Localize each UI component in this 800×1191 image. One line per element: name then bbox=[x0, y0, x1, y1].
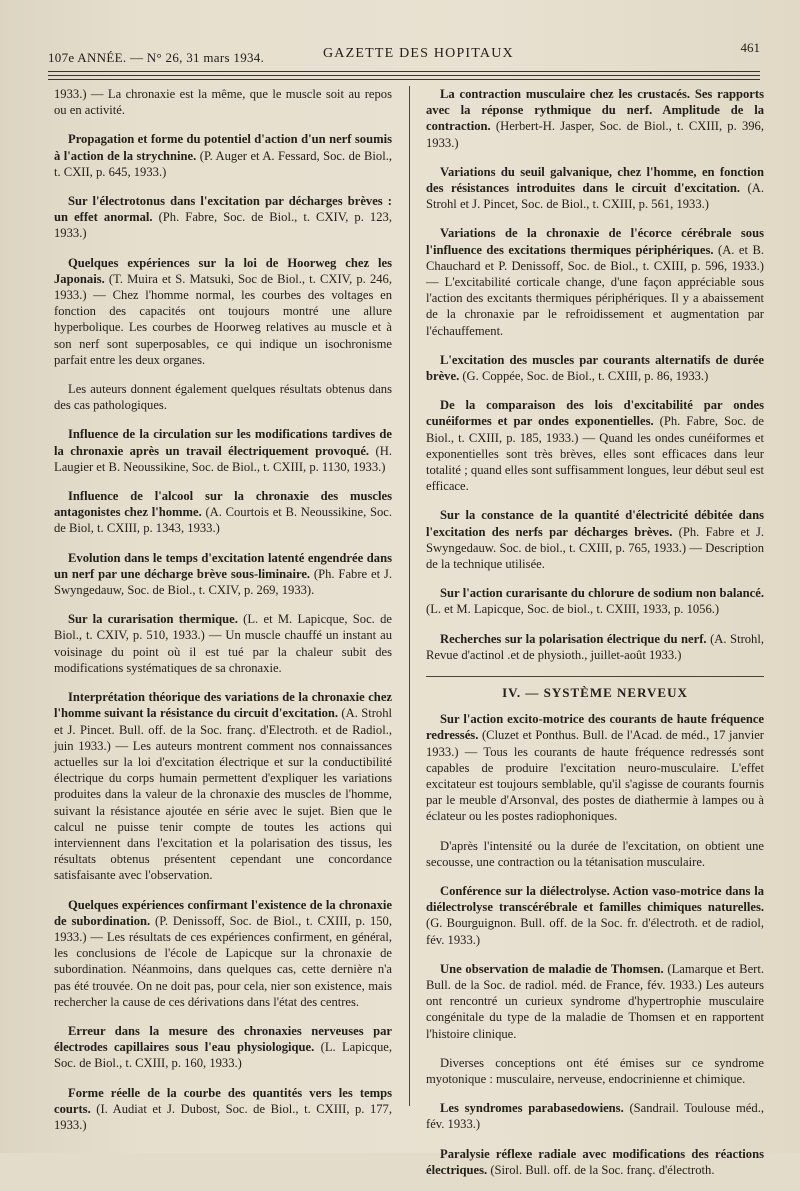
entry-text: (Herbert-H. Jasper, Soc. de Biol., t. CXIII, p. 396, 1933.) bbox=[426, 119, 764, 150]
bibliography-entry bbox=[426, 838, 764, 870]
entry-text: 1933.) — La chronaxie est la même, que le muscle soit au repos ou en activité. bbox=[54, 87, 392, 118]
bibliography-entry bbox=[426, 961, 764, 1042]
entry-title: Quelques expériences confirmant l'existence de la chronaxie de subordination. bbox=[54, 897, 392, 928]
right-column bbox=[426, 86, 764, 1191]
entry-text: (P. Auger et A. Fessard, Soc. de Biol., t. CXII, p. 645, 1933.) bbox=[54, 148, 393, 179]
entry-title: Sur la curarisation thermique. bbox=[68, 612, 238, 627]
entry-text: (L. Lapicque, Soc. de Biol., t. CXIII, p. 160, 1933.) bbox=[54, 1040, 392, 1071]
column-divider bbox=[409, 86, 410, 1106]
entry-title: Interprétation théorique des variations de la chronaxie chez l'homme suivant la résistance du circuit d'excitation. bbox=[54, 690, 392, 721]
entry-text: (Cluzet et Ponthus. Bull. de l'Acad. de méd., 17 janvier 1933.) — Tous les courants de haute fréquence redressés sont capables de produire l'excitation neuro-musculaire. L'effet excitateur est toujours semblable, qu'il s'agisse de courants fournis par le meuble d'Arsonval, des postes de diathermie à lampes ou à éclateur ou les postes radiophoniques. bbox=[426, 728, 764, 824]
entry-text: (A. et B. Chauchard et P. Denissoff, Soc. de Biol., t. CXIII, p. 596, 1933.) — L'excitabilité corticale change, d'une façon appréciable sous l'action des excitants thermiques périphériques. Il y a abaissement de la chronaxie par le refroidissement et augmentation par l'échauffement. bbox=[426, 242, 764, 338]
entry-text: (A. Courtois et B. Neoussikine, Soc. de Biol, t. CXIII, p. 1343, 1933.) bbox=[54, 505, 392, 536]
header-rule bbox=[48, 79, 760, 80]
entry-title: Erreur dans la mesure des chronaxies nerveuses par électrodes capillaires sous l'eau physiologique. bbox=[54, 1023, 392, 1055]
entry-title: Evolution dans le temps d'excitation latenté engendrée dans un nerf par une décharge brève sous-liminaire. bbox=[54, 550, 392, 581]
entry-title: La contraction musculaire chez les crustacés. Ses rapports avec la réponse rythmique du nerf. Amplitude de la contraction. bbox=[426, 87, 764, 134]
bibliography-entry bbox=[54, 1023, 392, 1072]
bibliography-entry bbox=[54, 381, 392, 413]
entry-title: Variations de la chronaxie de l'écorce cérébrale sous l'influence des excitations thermiques périphériques. bbox=[426, 226, 764, 257]
bibliography-entry bbox=[426, 585, 764, 617]
bibliography-entry bbox=[54, 255, 392, 368]
bibliography-entry bbox=[54, 897, 392, 1010]
left-column bbox=[54, 86, 392, 1146]
page-header bbox=[48, 40, 760, 70]
entry-title: Sur l'électrotonus dans l'excitation par décharges brèves : un effet anormal. bbox=[54, 194, 392, 225]
entry-text: (Sandrail. Toulouse méd., fév. 1933.) bbox=[426, 1101, 764, 1132]
entry-title: Propagation et forme du potentiel d'action d'un nerf soumis à l'action de la strychnine. bbox=[54, 132, 392, 163]
entry-text: Diverses conceptions ont été émises sur ce syndrome myotonique : musculaire, nerveuse, endocrinienne et chimique. bbox=[426, 1055, 764, 1086]
bibliography-entry bbox=[54, 488, 392, 537]
entry-text: (Ph. Fabre, Soc. de Biol., t. CXIII, p. 185, 1933.) — Quand les ondes cunéiformes et exponentielles sont très brèves, elles sont efficaces dans leur totalité ; quand elles sont suffisamment longues, leur début seul est efficace. bbox=[426, 414, 764, 494]
entry-title: Paralysie réflexe radiale avec modifications des réactions électriques. bbox=[426, 1146, 764, 1177]
section-title: IV. — SYSTÈME NERVEUX bbox=[426, 676, 764, 701]
issue-info: 107e ANNÉE. — N° 26, 31 mars 1934. bbox=[48, 50, 265, 65]
entry-text: (G. Bourguignon. Bull. off. de la Soc. fr. d'électroth. et de radiol, fév. 1933.) bbox=[426, 916, 764, 947]
entry-text: D'après l'intensité ou la durée de l'excitation, on obtient une secousse, une contraction ou la tétanisation musculaire. bbox=[426, 838, 764, 869]
entry-text: (A. Strohl et J. Pincet, Soc. de Biol., t. CXIII, p. 561, 1933.) bbox=[426, 181, 764, 212]
entry-text: (G. Coppée, Soc. de Biol., t. CXIII, p. 86, 1933.) bbox=[459, 369, 709, 384]
entry-text: (Ph. Fabre et J. Swyngedauw. Soc. de biol., t. CXIII, p. 765, 1933.) — Description de la technique utilisée. bbox=[426, 524, 764, 572]
bibliography-entry bbox=[426, 883, 764, 948]
entry-text: (H. Laugier et B. Neoussikine, Soc. de Biol., t. CXIII, p. 1130, 1933.) bbox=[54, 443, 392, 474]
entry-title: Conférence sur la diélectrolyse. Action vaso-motrice dans la diélectrolyse transcérébrale et familles chimiques naturelles. bbox=[426, 883, 764, 915]
entry-text: (Sirol. Bull. off. de la Soc. franç. d'électroth. bbox=[487, 1162, 715, 1177]
entry-text: (P. Denissoff, Soc. de Biol., t. CXIII, p. 150, 1933.) — Les résultats de ces expériences confirment, en général, les conclusions de l'école de Lapicque sur la chronaxie de subordination. Néanmoins, dans quelques cas, cette dernière n'a pas été trouvée. On ne doit pas, pour cela, nier son existence, mais rechercher la cause de ces dérivations dans l'état des centres. bbox=[54, 913, 393, 1009]
entry-title: Sur la constance de la quantité d'électricité débitée dans l'excitation des nerfs par décharges brèves. bbox=[426, 508, 764, 539]
header-rule bbox=[48, 71, 760, 72]
entry-text: (L. et M. Lapicque, Soc. de biol., t. CXIII, 1933, p. 1056.) bbox=[426, 602, 720, 617]
bibliography-entry bbox=[426, 352, 764, 384]
bibliography-entry bbox=[54, 86, 392, 118]
entry-title: Forme réelle de la courbe des quantités vers les temps courts. bbox=[54, 1085, 392, 1116]
bibliography-entry bbox=[426, 1055, 764, 1087]
bibliography-entry bbox=[54, 689, 392, 883]
bibliography-entry bbox=[426, 397, 764, 494]
entry-text: (Ph. Fabre, Soc. de Biol., t. CXIV, p. 123, 1933.) bbox=[54, 210, 392, 241]
entry-text: (A. Strohl et J. Pincet. Bull. off. de la Soc. franç. d'Electroth. et de Radiol., juin 1933.) — Les auteurs montrent comment nos connaissances actuelles sur la loi d'excitation électrique et sur la conductibilité électrique du corps humain permettent d'expliquer les variations produites dans la valeur de la chronaxie des muscles de l'homme, suivant la résistance ajoutée en série avec le sujet. Bien que le calcul ne puisse tenir compte de toutes les actions qui interviennent dans l'excitation et la polarisation des tissus, les résultats obtenus présentent cependant une concordance satisfaisante avec l'observation. bbox=[54, 706, 392, 883]
bibliography-entry bbox=[54, 611, 392, 676]
bibliography-entry bbox=[426, 507, 764, 572]
bibliography-entry bbox=[426, 1146, 764, 1178]
entry-title: Sur l'action excito-motrice des courants de haute fréquence redressés. bbox=[426, 712, 764, 743]
header-rule bbox=[48, 75, 760, 76]
bibliography-entry bbox=[54, 426, 392, 475]
bibliography-entry bbox=[426, 711, 764, 824]
entry-text: (L. et M. Lapicque, Soc. de Biol., t. CXIV, p. 510, 1933.) — Un muscle chauffé un instant au voisinage du point où il est tué par la chaleur subit des modifications systématiques de sa chronaxie. bbox=[54, 612, 392, 675]
entry-title: Influence de la circulation sur les modifications tardives de la chronaxie après un travail électriquement provoqué. bbox=[54, 427, 392, 458]
entry-title: L'excitation des muscles par courants alternatifs de durée brève. bbox=[426, 352, 764, 384]
entry-title: Sur l'action curarisante du chlorure de sodium non balancé. bbox=[440, 586, 764, 601]
entry-title: Quelques expériences sur la loi de Hoorweg chez les Japonais. bbox=[54, 255, 392, 286]
page-number: 461 bbox=[740, 40, 760, 55]
bibliography-entry bbox=[426, 225, 764, 338]
bibliography-entry bbox=[54, 193, 392, 242]
entry-text: (A. Strohl, Revue d'actinol .et de physioth., juillet-août 1933.) bbox=[426, 631, 764, 662]
entry-title: Les syndromes parabasedowiens. bbox=[440, 1101, 624, 1116]
bibliography-entry bbox=[426, 86, 764, 151]
entry-title: Recherches sur la polarisation électrique du nerf. bbox=[440, 631, 707, 646]
entry-text: (Lamarque et Bert. Bull. de la Soc. de radiol. méd. de France, fév. 1933.) Les auteurs ont rencontré un curieux syndrome d'hypertrophie musculaire congénitale du type de la maladie de Thomsen et en rapportent l'histoire clinique. bbox=[426, 961, 765, 1041]
journal-title: GAZETTE DES HOPITAUX bbox=[323, 46, 514, 61]
bibliography-entry bbox=[54, 131, 392, 180]
entry-text: (I. Audiat et J. Dubost, Soc. de Biol., t. CXIII, p. 177, 1933.) bbox=[54, 1101, 392, 1132]
bibliography-entry bbox=[54, 1085, 392, 1134]
entry-title: De la comparaison des lois d'excitabilité par ondes cunéiformes et par ondes exponentielles. bbox=[426, 398, 764, 429]
entry-text: Les auteurs donnent également quelques résultats obtenus dans des cas pathologiques. bbox=[54, 382, 392, 413]
entry-text: (Ph. Fabre et J. Swyngedauw, Soc. de Biol., t. CXIV, p. 269, 1933). bbox=[54, 566, 392, 598]
entry-title: Influence de l'alcool sur la chronaxie des muscles antagonistes chez l'homme. bbox=[54, 489, 392, 520]
entry-text: (T. Muira et S. Matsuki, Soc de Biol., t. CXIV, p. 246, 1933.) — Chez l'homme normal, les courbes des voltages en fonction des capacités ont toujours montré une allure hyperbolique. Les courbes de Hoorweg relatives au muscle et à son nerf sont superposables, ce qui indique un isochronisme parfait entre les deux organes. bbox=[54, 271, 392, 367]
bibliography-entry bbox=[426, 631, 764, 663]
bibliography-entry bbox=[426, 1100, 764, 1132]
bibliography-entry bbox=[426, 164, 764, 213]
bibliography-entry bbox=[54, 550, 392, 599]
entry-title: Une observation de maladie de Thomsen. bbox=[440, 961, 664, 976]
entry-title: Variations du seuil galvanique, chez l'homme, en fonction des résistances introduites dans le circuit d'excitation. bbox=[426, 164, 764, 196]
